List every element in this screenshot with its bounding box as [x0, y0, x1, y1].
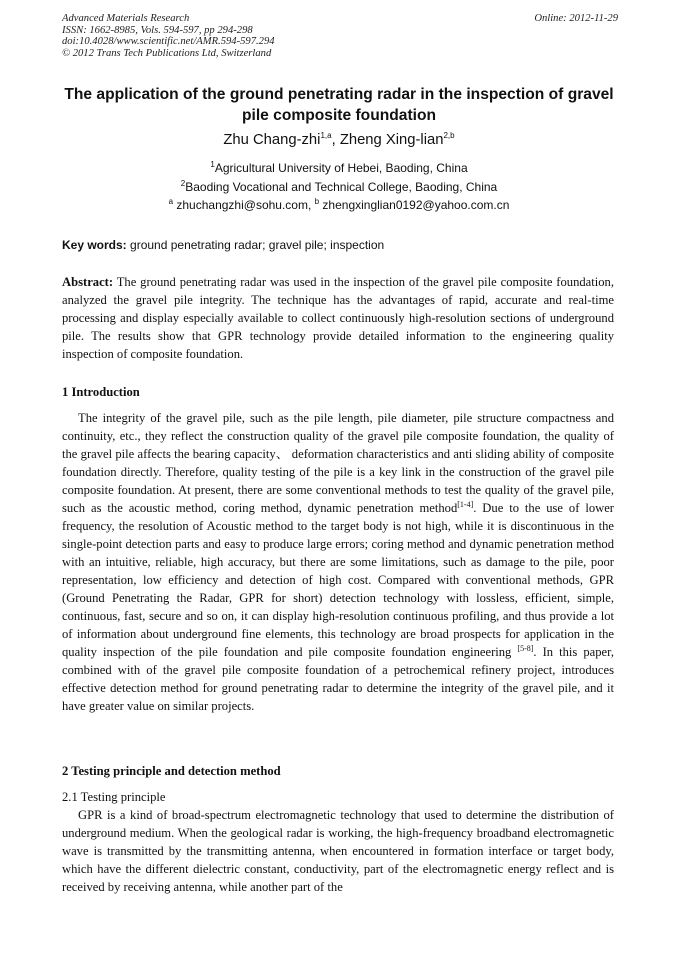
testing-principle-paragraph: GPR is a kind of broad-spectrum electromagnetic technology that used to determine the distribution of underground medium. When the geological radar is working, the high-frequency broadband electromagnetic wave is transmitted by the transmitting antenna, when encountered in formation interface or target body, which have the different dielectric constant, conductivity, part of the electromagnetic energy reflect and is received by receiving antenna, while another part of the — [62, 808, 614, 894]
intro-text-part-1: The integrity of the gravel pile, such as the pile length, pile diameter, pile structure compactness and continuity, etc., they reflect the construction quality of the gravel pile composite foundation, the quality of the gravel pile affects the bearing capacity、 deformation characteristics and anti sliding ability of composite foundation directly. Therefore, quality testing of the pile is a key link in the construction of the gravel pile composite foundation. At present, there are some conventional methods to test the quality of the gravel pile, such as the acoustic method, coring method, dynamic penetration method — [62, 411, 614, 515]
affiliation-2-mark: 2 — [180, 179, 186, 188]
copyright-line: © 2012 Trans Tech Publications Ltd, Switzerland — [62, 47, 272, 59]
publication-header — [62, 13, 618, 59]
keywords — [62, 237, 618, 253]
section-2-heading: 2 Testing principle and detection method — [62, 764, 281, 778]
issn-line: ISSN: 1662-8985, Vols. 594-597, pp 294-298 — [62, 24, 253, 36]
citation-1-4: [1-4] — [457, 499, 474, 509]
author-2: Zheng Xing-lian — [339, 132, 444, 148]
abstract-label: Abstract: — [62, 275, 114, 289]
author-1-affiliation-mark: 1,a — [320, 131, 332, 141]
email-b: zhengxinglian0192@yahoo.com.cn — [319, 198, 510, 212]
affiliation-2-text: Baoding Vocational and Technical College, Baoding, China — [185, 180, 498, 194]
intro-paragraph — [62, 409, 614, 715]
online-date: Online: 2012-11-29 — [534, 13, 618, 24]
affiliation-1-text: Agricultural University of Hebei, Baoding, China — [214, 161, 468, 175]
affiliation-2 — [60, 179, 618, 195]
author-2-affiliation-mark: 2,b — [443, 131, 455, 141]
affiliation-1 — [60, 160, 618, 176]
author-separator: , — [331, 132, 340, 148]
journal-name: Advanced Materials Research — [62, 13, 190, 24]
author-1: Zhu Chang-zhi — [223, 132, 321, 148]
abstract-text: The ground penetrating radar was used in the inspection of the gravel pile composite foundation, analyzed the gravel pile integrity. The technique has the advantages of rapid, accurate and real-time processing and display especially available to collect continuously high-resolution sections of underground pile. The results show that GPR technology provide detailed information to the engineering quality inspection of composite foundation. — [62, 275, 614, 361]
subsection-2-1-heading: 2.1 Testing principle — [62, 790, 166, 804]
section-1-heading: 1 Introduction — [62, 385, 140, 399]
intro-text-part-2: . Due to the use of lower frequency, the resolution of Acoustic method to the target body is not high, while it is discontinuous in the single-point detection parts and easy to produce large errors; coring method and dynamic penetration method with an intuitive, reliable, high accuracy, but there are some limitations, such as damage to the pile, poor representation, low efficiency and detection of high cost. Compared with conventional methods, GPR (Ground Penetrating the Radar, GPR for short) detection technology with lossless, efficient, simple, continuous, fast, secure and so on, it can display high-resolution continuous profiling, and thus provide a lot of information about underground fine elements, this technology are broad prospects for application in the quality inspection of the pile foundation and pile composite foundation engineering — [62, 501, 614, 659]
affiliation-1-mark: 1 — [210, 160, 215, 169]
email-b-mark: b — [314, 197, 320, 206]
citation-5-8: [5-8] — [517, 643, 534, 653]
paper-title: The application of the ground penetrating radar in the inspection of gravel pile composite foundation — [64, 86, 614, 124]
author-emails — [60, 197, 618, 213]
abstract — [62, 273, 614, 363]
email-a: zhuchangzhi@sohu.com, — [173, 198, 315, 212]
email-a-mark: a — [168, 197, 174, 206]
doi-line: doi:10.4028/www.scientific.net/AMR.594-597.294 — [62, 36, 275, 48]
keywords-label: Key words: — [62, 238, 127, 252]
author-line — [60, 130, 618, 150]
keywords-text: ground penetrating radar; gravel pile; inspection — [126, 238, 385, 252]
intro-text-part-3: . In this paper, combined with of the gravel pile composite foundation of a petrochemical refinery project, introduces effective detection method for ground penetrating radar to determine the integrity of the gravel pile, and it have greater value on similar projects. — [62, 645, 614, 713]
